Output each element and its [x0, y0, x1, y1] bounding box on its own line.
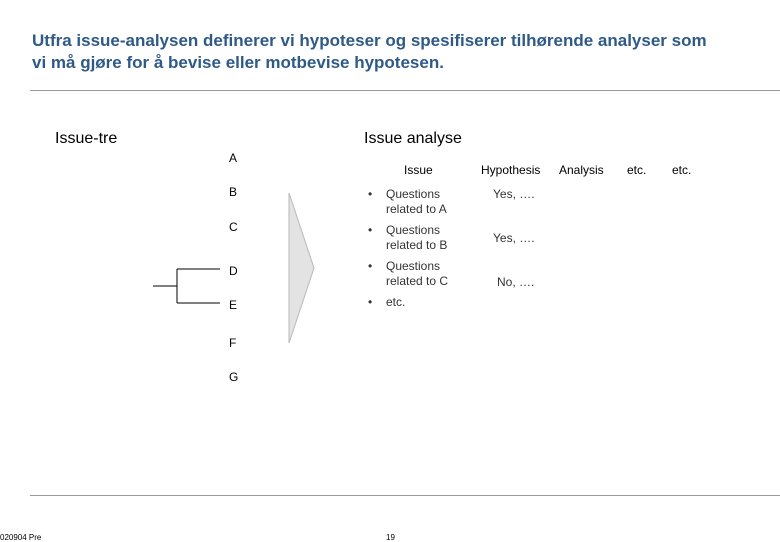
issue-text-line-1: etc.	[386, 295, 406, 309]
tree-node-f: F	[229, 336, 237, 350]
column-header-analysis: Analysis	[559, 163, 604, 177]
tree-node-b: B	[229, 185, 238, 199]
issue-tree-heading: Issue-tre	[55, 130, 118, 147]
issue-text-line-1: Questions	[386, 187, 441, 201]
slide-title-line-2: vi må gjøre for å bevise eller motbevise hypotesen.	[32, 53, 444, 72]
issue-row-c	[368, 259, 449, 289]
hypothesis-b: Yes, ….	[493, 231, 535, 245]
issue-analysis-heading: Issue analyse	[364, 130, 462, 147]
bullet-marker: •	[368, 223, 373, 237]
tree-connector	[153, 269, 220, 303]
issue-row-etc	[368, 295, 406, 310]
tree-node-g: G	[229, 370, 239, 384]
tree-node-d: D	[229, 264, 238, 278]
issue-text-line-2: related to C	[386, 274, 449, 288]
footer-left-text: 020904 Pre	[0, 533, 42, 542]
bullet-marker: •	[368, 187, 373, 201]
issue-row-a	[368, 187, 447, 217]
bullet-marker: •	[368, 295, 373, 309]
column-header-issue: Issue	[404, 163, 433, 177]
issue-text-line-2: related to A	[386, 202, 447, 216]
bullet-marker: •	[368, 259, 373, 273]
hypothesis-a: Yes, ….	[493, 187, 535, 201]
footer-divider	[30, 495, 780, 496]
tree-node-e: E	[229, 298, 238, 312]
issue-text-line-1: Questions	[386, 223, 441, 237]
page-number: 19	[386, 533, 395, 542]
issue-text-line-1: Questions	[386, 259, 441, 273]
tree-node-a: A	[229, 151, 238, 165]
tree-node-c: C	[229, 220, 238, 234]
slide-title-line-1: Utfra issue-analysen definerer vi hypoteser og spesifiserer tilhørende analyser som	[32, 31, 707, 50]
issue-row-b	[368, 223, 448, 253]
column-header-etc-1: etc.	[627, 163, 647, 177]
issue-text-line-2: related to B	[386, 238, 448, 252]
transition-arrow	[289, 193, 314, 343]
column-header-hypothesis: Hypothesis	[481, 163, 541, 177]
column-header-etc-2: etc.	[672, 163, 692, 177]
hypothesis-c: No, ….	[497, 275, 535, 289]
